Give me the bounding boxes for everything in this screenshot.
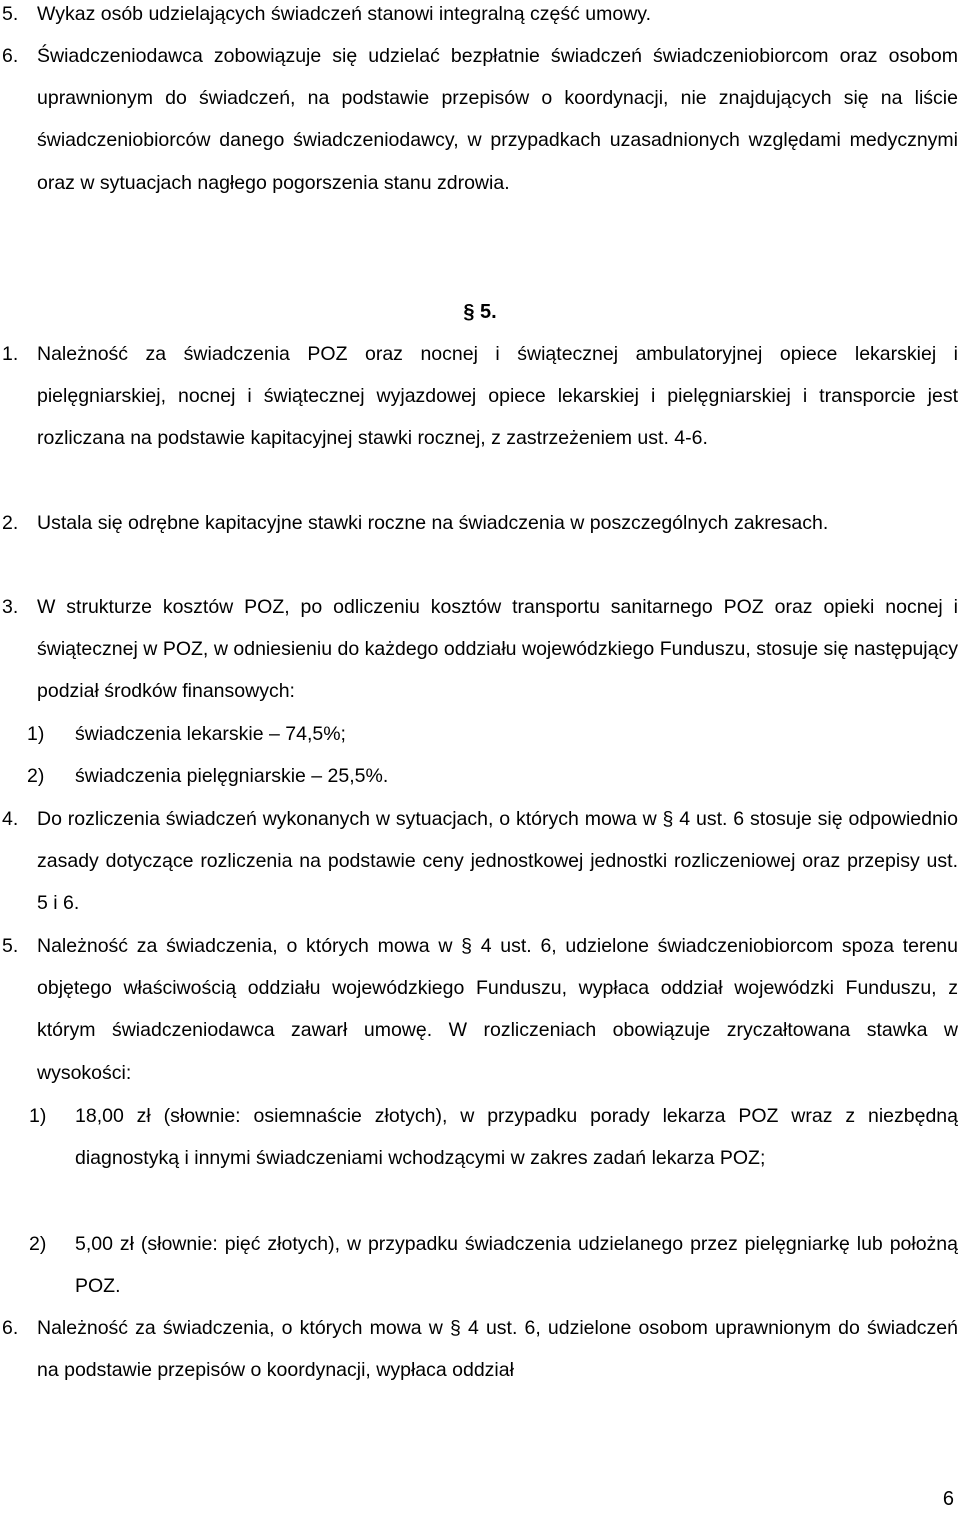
paragraph-number: 3. bbox=[2, 596, 19, 618]
paragraph-text: Wykaz osób udzielających świadczeń stanowi integralną część umowy. bbox=[37, 3, 651, 25]
page-number: 6 bbox=[942, 1488, 954, 1510]
paragraph-text: W strukturze kosztów POZ, po odliczeniu kosztów transportu sanitarnego POZ oraz opieki nocnej i świątecznej w POZ, w odniesieniu do każdego oddziału wojewódzkiego Funduszu, stosuje się następujący podział środków finansowych: bbox=[37, 596, 958, 703]
list-item-number: 1) bbox=[29, 1105, 47, 1127]
paragraph-text: Należność za świadczenia, o których mowa w § 4 ust. 6, udzielone świadczeniobiorcom spoza terenu objętego właściwością oddziału wojewódzkiego Funduszu, wypłaca oddział wojewódzki Funduszu, z którym świadczeniodawca zawarł umowę. W rozliczeniach obowiązuje zryczałtowana stawka w wysokości: bbox=[37, 935, 958, 1084]
paragraph-1 bbox=[0, 333, 958, 460]
list-item-text: 5,00 zł (słownie: pięć złotych), w przypadku świadczenia udzielanego przez pielęgniarkę lub położną POZ. bbox=[75, 1233, 958, 1298]
paragraph-5-item-2 bbox=[0, 1223, 958, 1307]
paragraph-6 bbox=[0, 1307, 958, 1391]
paragraph-3-item-1 bbox=[0, 713, 958, 755]
paragraph-2 bbox=[0, 502, 958, 544]
list-item-number: 1) bbox=[27, 723, 45, 745]
paragraph-5 bbox=[0, 925, 958, 1094]
paragraph-number: 5. bbox=[2, 935, 19, 957]
paragraph-text: Do rozliczenia świadczeń wykonanych w sytuacjach, o których mowa w § 4 ust. 6 stosuje się odpowiednio zasady dotyczące rozliczenia na podstawie ceny jednostkowej jednostki rozliczeniowej oraz przepisy ust. 5 i 6. bbox=[37, 808, 958, 915]
paragraph-intro-6 bbox=[0, 35, 958, 204]
list-item-text: świadczenia pielęgniarskie – 25,5%. bbox=[75, 765, 389, 787]
paragraph-intro-5 bbox=[0, 0, 958, 35]
paragraph-text: Należność za świadczenia POZ oraz nocnej i świątecznej ambulatoryjnej opiece lekarskiej i pielęgniarskiej, nocnej i świątecznej wyjazdowej opiece lekarskiej i pielęgniarskiej i transporcie jest rozliczana na podstawie kapitacyjnej stawki rocznej, z zastrzeżeniem ust. 4-6. bbox=[37, 343, 958, 450]
paragraph-4 bbox=[0, 798, 958, 925]
paragraph-number: 4. bbox=[2, 808, 19, 830]
paragraph-number: 2. bbox=[2, 512, 19, 534]
list-item-number: 2) bbox=[29, 1233, 47, 1255]
list-item-text: świadczenia lekarskie – 74,5%; bbox=[75, 723, 346, 745]
paragraph-text: Ustala się odrębne kapitacyjne stawki roczne na świadczenia w poszczególnych zakresach. bbox=[37, 512, 829, 534]
paragraph-3-item-2 bbox=[0, 755, 958, 797]
paragraph-number: 6. bbox=[2, 45, 19, 67]
paragraph-5-item-1 bbox=[0, 1095, 958, 1179]
paragraph-text: Należność za świadczenia, o których mowa w § 4 ust. 6, udzielone osobom uprawnionym do świadczeń na podstawie przepisów o koordynacji, wypłaca oddział bbox=[37, 1317, 958, 1382]
list-item-text: 18,00 zł (słownie: osiemnaście złotych), w przypadku porady lekarza POZ wraz z niezbędną diagnostyką i innymi świadczeniami wchodzącymi w zakres zadań lekarza POZ; bbox=[75, 1105, 958, 1170]
list-item-number: 2) bbox=[27, 765, 45, 787]
paragraph-number: 6. bbox=[2, 1317, 19, 1339]
paragraph-number: 1. bbox=[2, 343, 19, 365]
paragraph-3 bbox=[0, 586, 958, 713]
paragraph-number: 5. bbox=[2, 3, 19, 25]
section-heading: § 5. bbox=[463, 301, 497, 323]
paragraph-text: Świadczeniodawca zobowiązuje się udzielać bezpłatnie świadczeń świadczeniobiorcom oraz osobom uprawnionym do świadczeń, na podstawie przepisów o koordynacji, nie znajdujących się na liście świadczeniobiorców danego świadczeniodawcy, w przypadkach uzasadnionych względami medycznymi oraz w sytuacjach nagłego pogorszenia stanu zdrowia. bbox=[37, 45, 958, 194]
